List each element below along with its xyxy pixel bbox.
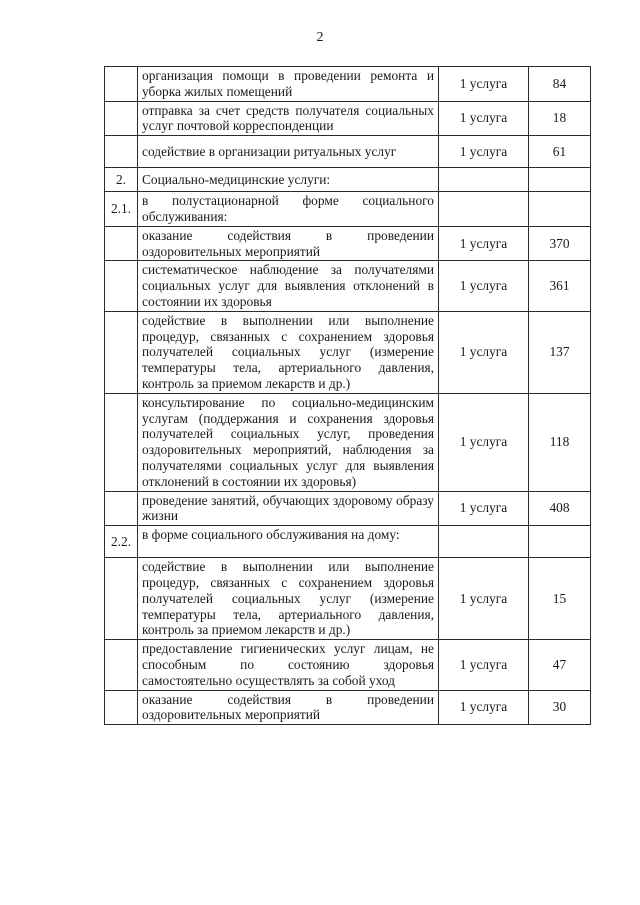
section-title: Социально-медицинские услуги:: [138, 168, 439, 192]
unit-cell: 1 услуга: [439, 101, 529, 136]
table-row: [105, 192, 591, 227]
service-name: организация помощи в проведении ремонта и уборка жилых помещений: [138, 67, 439, 102]
value-cell: [529, 192, 591, 227]
table-row: [105, 393, 591, 491]
row-number: 2.2.: [105, 526, 138, 558]
page-number: 2: [316, 30, 324, 45]
subsection-title: в полустационарной форме социального обслуживания:: [138, 192, 439, 227]
service-name: отправка за счет средств получателя социальных услуг почтовой корреспонденции: [138, 101, 439, 136]
row-number: [105, 311, 138, 393]
services-table: [104, 66, 591, 725]
unit-cell: 1 услуга: [439, 690, 529, 725]
service-name: содействие в выполнении или выполнение процедур, связанных с сохранением здоровья получателей социальных услуг (измерение температуры тела, артериального давления, контроль за приемом лекарств и др.): [138, 311, 439, 393]
row-number: [105, 261, 138, 311]
subsection-title: в форме социального обслуживания на дому:: [138, 526, 439, 558]
value-cell: 370: [529, 226, 591, 261]
table-row: [105, 101, 591, 136]
table-row: [105, 690, 591, 725]
row-number: 2.: [105, 168, 138, 192]
row-number: [105, 67, 138, 102]
unit-cell: 1 услуга: [439, 491, 529, 526]
unit-cell: 1 услуга: [439, 67, 529, 102]
row-number: [105, 226, 138, 261]
service-name: оказание содействия в проведении оздоровительных мероприятий: [138, 690, 439, 725]
value-cell: 84: [529, 67, 591, 102]
unit-cell: 1 услуга: [439, 226, 529, 261]
value-cell: 61: [529, 136, 591, 168]
service-name: содействие в организации ритуальных услуг: [138, 136, 439, 168]
table-row: [105, 311, 591, 393]
unit-cell: [439, 168, 529, 192]
table-row: [105, 261, 591, 311]
value-cell: 137: [529, 311, 591, 393]
row-number: [105, 640, 138, 690]
service-name: консультирование по социально-медицинским услугам (поддержания и сохранения здоровья получателей социальных услуг, проведения оздоровительных мероприятий, наблюдения за получателями социальных услуг для выявления отклонений в состоянии их здоровья): [138, 393, 439, 491]
row-number: [105, 491, 138, 526]
table-row: [105, 226, 591, 261]
table-row: [105, 558, 591, 640]
value-cell: 408: [529, 491, 591, 526]
row-number: [105, 690, 138, 725]
table-row: [105, 526, 591, 558]
unit-cell: [439, 192, 529, 227]
row-number: 2.1.: [105, 192, 138, 227]
value-cell: 18: [529, 101, 591, 136]
row-number: [105, 101, 138, 136]
value-cell: 47: [529, 640, 591, 690]
table-row: [105, 67, 591, 102]
unit-cell: 1 услуга: [439, 558, 529, 640]
service-name: оказание содействия в проведении оздоровительных мероприятий: [138, 226, 439, 261]
service-name: систематическое наблюдение за получателями социальных услуг для выявления отклонений в состоянии их здоровья: [138, 261, 439, 311]
unit-cell: 1 услуга: [439, 136, 529, 168]
unit-cell: 1 услуга: [439, 311, 529, 393]
value-cell: 15: [529, 558, 591, 640]
unit-cell: 1 услуга: [439, 261, 529, 311]
row-number: [105, 136, 138, 168]
service-name: содействие в выполнении или выполнение процедур, связанных с сохранением здоровья получателей социальных услуг (измерение температуры тела, артериального давления, контроль за приемом лекарств и др.): [138, 558, 439, 640]
unit-cell: 1 услуга: [439, 640, 529, 690]
value-cell: 30: [529, 690, 591, 725]
value-cell: [529, 526, 591, 558]
row-number: [105, 393, 138, 491]
unit-cell: 1 услуга: [439, 393, 529, 491]
service-name: предоставление гигиенических услуг лицам, не способным по состоянию здоровья самостоятельно осуществлять за собой уход: [138, 640, 439, 690]
table-row: [105, 136, 591, 168]
value-cell: 361: [529, 261, 591, 311]
service-name: проведение занятий, обучающих здоровому образу жизни: [138, 491, 439, 526]
table-row: [105, 640, 591, 690]
table-row: [105, 168, 591, 192]
value-cell: [529, 168, 591, 192]
row-number: [105, 558, 138, 640]
unit-cell: [439, 526, 529, 558]
value-cell: 118: [529, 393, 591, 491]
services-table-body: [105, 67, 591, 725]
table-row: [105, 491, 591, 526]
